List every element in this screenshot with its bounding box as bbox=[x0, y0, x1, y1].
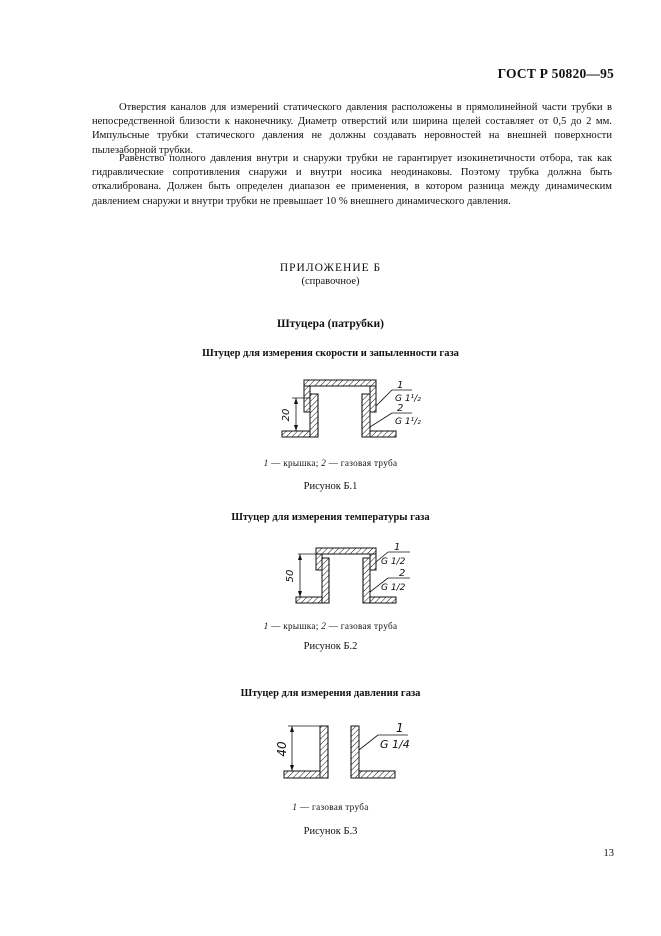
figure-3-legend bbox=[0, 802, 661, 812]
legend-text: — газовая труба bbox=[326, 621, 398, 631]
legend-text: — газовая труба bbox=[297, 802, 369, 812]
figure-3-title: Штуцер для измерения давления газа bbox=[240, 688, 421, 699]
paragraph-isokinetic bbox=[92, 152, 612, 209]
legend-number: 2 bbox=[321, 621, 327, 631]
legend-text: — крышка; bbox=[268, 458, 322, 468]
figure-3-caption: Рисунок Б.3 bbox=[303, 826, 358, 837]
figure-1-thread-1: G 1¹/₂ bbox=[395, 394, 421, 404]
legend-text: — крышка; bbox=[268, 621, 322, 631]
appendix-subtitle: (справочное) bbox=[301, 276, 360, 287]
page-number: 13 bbox=[603, 848, 614, 859]
figure-2-caption: Рисунок Б.2 bbox=[303, 641, 358, 652]
document-number: ГОСТ Р 50820—95 bbox=[497, 66, 614, 81]
paragraph-text: Равенство полного давления внутри и снаружи трубки не гарантирует изокинетичности отбора, так как гидравлические сопротивления снаружи и внутри носика неодинаковы. Поэтому трубка должна быть откалибрована. Должен быть определен диапазон ее применения, в котором разница между динамическим давлением снаружи и внутри трубки не превышает 10 % внешнего динамического давления. bbox=[92, 153, 612, 207]
figure-2-thread-2: G 1/2 bbox=[381, 583, 406, 593]
legend-number: 1 bbox=[263, 458, 269, 468]
figure-3-thread-1: G 1/4 bbox=[380, 738, 410, 751]
legend-text: — газовая труба bbox=[326, 458, 398, 468]
figure-2-label-2: 2 bbox=[399, 568, 406, 579]
figure-3-dimension: 40 bbox=[275, 741, 289, 757]
figure-1-caption: Рисунок Б.1 bbox=[303, 481, 358, 492]
figure-2-dimension: 50 bbox=[285, 569, 296, 583]
figure-2-label-1: 1 bbox=[394, 542, 401, 553]
figure-2-thread-1: G 1/2 bbox=[381, 557, 406, 567]
section-title: Штуцера (патрубки) bbox=[277, 318, 384, 330]
figure-1-drawing bbox=[0, 372, 661, 452]
appendix-title: ПРИЛОЖЕНИЕ Б bbox=[279, 262, 382, 274]
figure-2-drawing bbox=[0, 536, 661, 616]
paragraph-static-pressure bbox=[92, 101, 612, 158]
figure-3-label-1: 1 bbox=[396, 721, 404, 735]
figure-1-dimension: 20 bbox=[281, 408, 292, 422]
legend-number: 2 bbox=[321, 458, 327, 468]
figure-3-drawing bbox=[0, 714, 661, 794]
figure-1-thread-2: G 1¹/₂ bbox=[395, 417, 421, 427]
figure-1-legend bbox=[0, 458, 661, 468]
figure-1-title: Штуцер для измерения скорости и запыленности газа bbox=[202, 348, 459, 359]
figure-2-title: Штуцер для измерения температуры газа bbox=[231, 512, 430, 523]
figure-2-legend bbox=[0, 621, 661, 631]
legend-number: 1 bbox=[292, 802, 298, 812]
legend-number: 1 bbox=[263, 621, 269, 631]
figure-1-label-2: 2 bbox=[397, 403, 404, 414]
figure-1-label-1: 1 bbox=[397, 380, 404, 391]
paragraph-text: Отверстия каналов для измерений статического давления расположены в прямолинейной части трубки в непосредственной близости к наконечнику. Диаметр отверстий или ширина щелей составляет от 0,5 до 2 мм. Импульсные трубки статического давления не должны создавать неровностей на внешней поверхности пылезаборной трубки. bbox=[92, 102, 612, 156]
